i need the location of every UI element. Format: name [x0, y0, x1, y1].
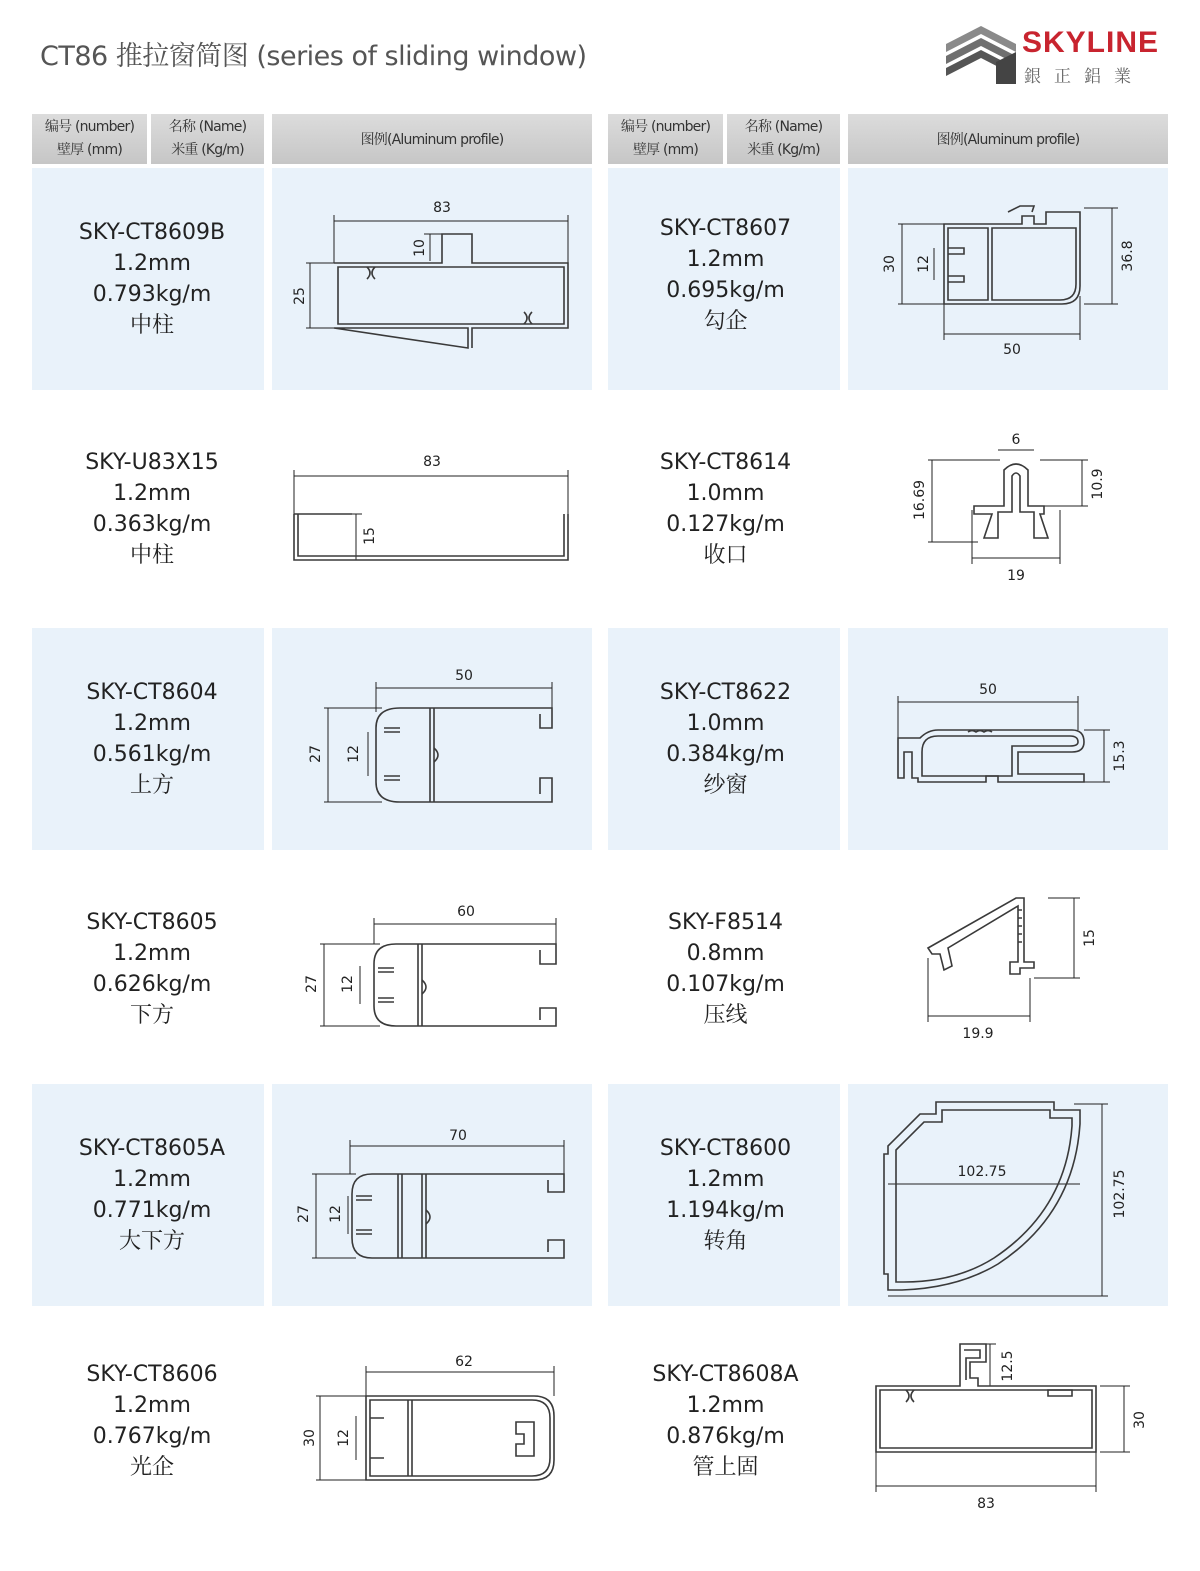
dim-label: 30	[1132, 1411, 1148, 1429]
dim-label: 70	[449, 1128, 467, 1144]
header-thickness-right: 壁厚 (mm)	[632, 142, 699, 158]
product-name: 勾企	[703, 309, 748, 334]
product-info	[608, 628, 843, 850]
product-code: SKY-F8514	[667, 910, 784, 935]
header-name-weight-right	[727, 114, 840, 164]
product-info	[608, 1084, 843, 1306]
unit-weight: 0.626kg/m	[92, 972, 212, 997]
dim-label: 10.9	[1090, 468, 1106, 500]
product-name: 管上固	[692, 1455, 759, 1480]
unit-weight: 0.793kg/m	[92, 282, 212, 307]
unit-weight: 0.561kg/m	[92, 742, 212, 767]
brand-logo	[942, 22, 1167, 88]
product-code: SKY-CT8606	[86, 1362, 218, 1387]
product-name: 收口	[703, 543, 748, 568]
product-info	[608, 164, 843, 386]
product-info	[608, 1310, 843, 1532]
profile-drawing-ct8600	[848, 1084, 1168, 1306]
product-name: 大下方	[118, 1229, 185, 1254]
profile-drawing-ct8609b	[272, 168, 592, 390]
profile-drawing-f8514	[848, 858, 1168, 1080]
unit-weight: 0.363kg/m	[92, 512, 212, 537]
dim-label: 102.75	[1112, 1169, 1128, 1219]
header-thickness: 壁厚 (mm)	[56, 142, 123, 158]
unit-weight: 0.384kg/m	[666, 742, 785, 767]
dim-label: 12	[916, 255, 932, 273]
dim-label: 12	[336, 1429, 352, 1447]
profile-drawing-ct8606	[272, 1310, 592, 1532]
header-number-thickness	[32, 114, 147, 164]
product-info	[32, 398, 272, 620]
header-weight-right: 米重 (Kg/m)	[747, 142, 820, 158]
wall-thickness: 1.2mm	[686, 1167, 765, 1192]
dim-label: 30	[302, 1429, 318, 1447]
product-name: 光企	[129, 1455, 174, 1480]
dim-label: 6	[1011, 432, 1021, 448]
dim-label: 27	[308, 745, 324, 763]
product-code: SKY-CT8600	[659, 1136, 792, 1161]
dim-label: 83	[977, 1496, 995, 1512]
dim-label: 36.8	[1120, 240, 1136, 272]
header-profile-label-right: 图例(Aluminum profile)	[936, 132, 1080, 148]
product-code: SKY-CT8622	[659, 680, 792, 705]
header-profile-right	[848, 114, 1168, 164]
product-info	[32, 168, 272, 390]
product-code: SKY-CT8614	[659, 450, 792, 475]
wall-thickness: 1.2mm	[113, 1167, 191, 1192]
header-weight: 米重 (Kg/m)	[171, 142, 244, 158]
dim-label: 50	[979, 682, 997, 698]
logo-subtitle: 銀正鋁業	[1024, 67, 1144, 87]
logo-wordmark: SKYLINE	[1022, 26, 1160, 59]
wall-thickness: 1.2mm	[686, 247, 765, 272]
unit-weight: 0.771kg/m	[92, 1198, 212, 1223]
dim-label: 50	[455, 668, 473, 684]
wall-thickness: 1.0mm	[686, 481, 765, 506]
product-info	[32, 858, 272, 1080]
dim-label: 15	[1082, 929, 1098, 947]
dim-label: 83	[423, 454, 441, 470]
wall-thickness: 1.2mm	[686, 1393, 765, 1418]
product-info	[32, 628, 272, 850]
page-title: CT86 推拉窗简图 (series of sliding window)	[40, 41, 587, 72]
product-info	[32, 1310, 272, 1532]
product-code: SKY-U83X15	[85, 450, 219, 475]
dim-label: 12	[346, 745, 362, 763]
wall-thickness: 1.2mm	[113, 1393, 191, 1418]
product-name: 纱窗	[703, 773, 748, 798]
header-name-weight	[151, 114, 264, 164]
header-profile-label: 图例(Aluminum profile)	[360, 132, 504, 148]
wall-thickness: 1.2mm	[113, 251, 191, 276]
header-number-right: 编号 (number)	[620, 119, 711, 135]
wall-thickness: 0.8mm	[686, 941, 765, 966]
product-code: SKY-CT8609B	[78, 220, 226, 245]
product-info	[32, 1084, 272, 1306]
profile-drawing-ct8604	[272, 628, 592, 850]
dim-label: 25	[292, 287, 308, 305]
unit-weight: 0.107kg/m	[666, 972, 785, 997]
header-number-thickness-right	[608, 114, 723, 164]
product-name: 压线	[703, 1003, 748, 1028]
dim-label: 62	[455, 1354, 473, 1370]
unit-weight: 0.127kg/m	[666, 512, 785, 537]
profile-drawing-ct8608a	[848, 1310, 1168, 1532]
profile-drawing-ct8622	[848, 628, 1168, 850]
product-name: 上方	[129, 773, 174, 798]
dim-label: 15	[362, 527, 378, 545]
dim-label: 12	[340, 975, 356, 993]
product-code: SKY-CT8607	[659, 216, 792, 241]
logo-mark-icon	[942, 22, 1020, 86]
header-name-right: 名称 (Name)	[744, 119, 823, 135]
product-code: SKY-CT8605A	[78, 1136, 226, 1161]
product-code: SKY-CT8604	[86, 680, 218, 705]
unit-weight: 0.876kg/m	[666, 1424, 785, 1449]
header-name: 名称 (Name)	[168, 119, 247, 135]
dim-label: 12.5	[1000, 1350, 1016, 1382]
unit-weight: 1.194kg/m	[666, 1198, 785, 1223]
dim-label: 19.9	[962, 1026, 994, 1042]
unit-weight: 0.695kg/m	[666, 278, 785, 303]
profile-drawing-ct8607	[848, 168, 1168, 390]
unit-weight: 0.767kg/m	[92, 1424, 212, 1449]
dim-label: 15.3	[1112, 740, 1128, 772]
profile-drawing-ct8614	[848, 398, 1168, 620]
dim-label: 30	[882, 255, 898, 273]
profile-drawing-ct8605	[272, 858, 592, 1080]
wall-thickness: 1.2mm	[113, 941, 191, 966]
wall-thickness: 1.2mm	[113, 711, 191, 736]
dim-label: 12	[328, 1205, 344, 1223]
dim-label: 27	[296, 1205, 312, 1223]
dim-label: 27	[304, 975, 320, 993]
product-info	[608, 858, 843, 1080]
wall-thickness: 1.0mm	[686, 711, 765, 736]
product-code: SKY-CT8605	[86, 910, 218, 935]
dim-label: 16.69	[912, 479, 928, 521]
dim-label: 19	[1007, 568, 1025, 584]
header-number: 编号 (number)	[44, 119, 135, 135]
dim-label: 10	[412, 239, 428, 257]
profile-drawing-u83x15	[272, 398, 592, 620]
dim-label: 83	[433, 200, 451, 216]
dim-label: 60	[457, 904, 475, 920]
product-name: 转角	[703, 1229, 748, 1254]
product-name: 中柱	[129, 313, 174, 338]
product-name: 下方	[129, 1003, 174, 1028]
product-info	[608, 398, 843, 620]
dim-label: 102.75	[957, 1164, 1007, 1180]
profile-drawing-ct8605a	[272, 1084, 592, 1306]
wall-thickness: 1.2mm	[113, 481, 191, 506]
product-code: SKY-CT8608A	[652, 1362, 799, 1387]
header-profile	[272, 114, 592, 164]
dim-label: 50	[1003, 342, 1021, 358]
product-name: 中柱	[129, 543, 174, 568]
